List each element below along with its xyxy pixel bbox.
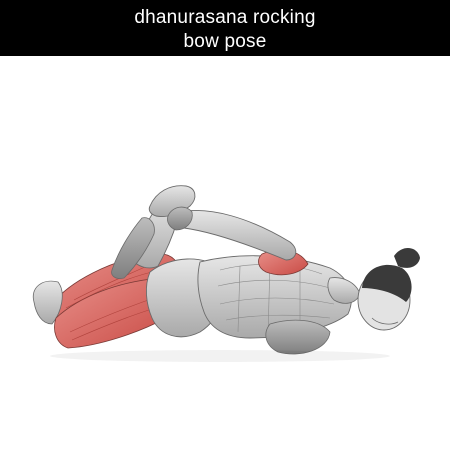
hair-bun (394, 248, 420, 268)
floor-shadow (50, 350, 390, 362)
exercise-illustration (0, 56, 450, 450)
chest (266, 320, 330, 354)
exercise-subtitle: bow pose (183, 31, 267, 52)
exercise-title: dhanurasana rocking (134, 7, 316, 28)
arms (175, 210, 296, 260)
bow-pose-figure (0, 56, 450, 450)
title-bar (0, 0, 450, 56)
